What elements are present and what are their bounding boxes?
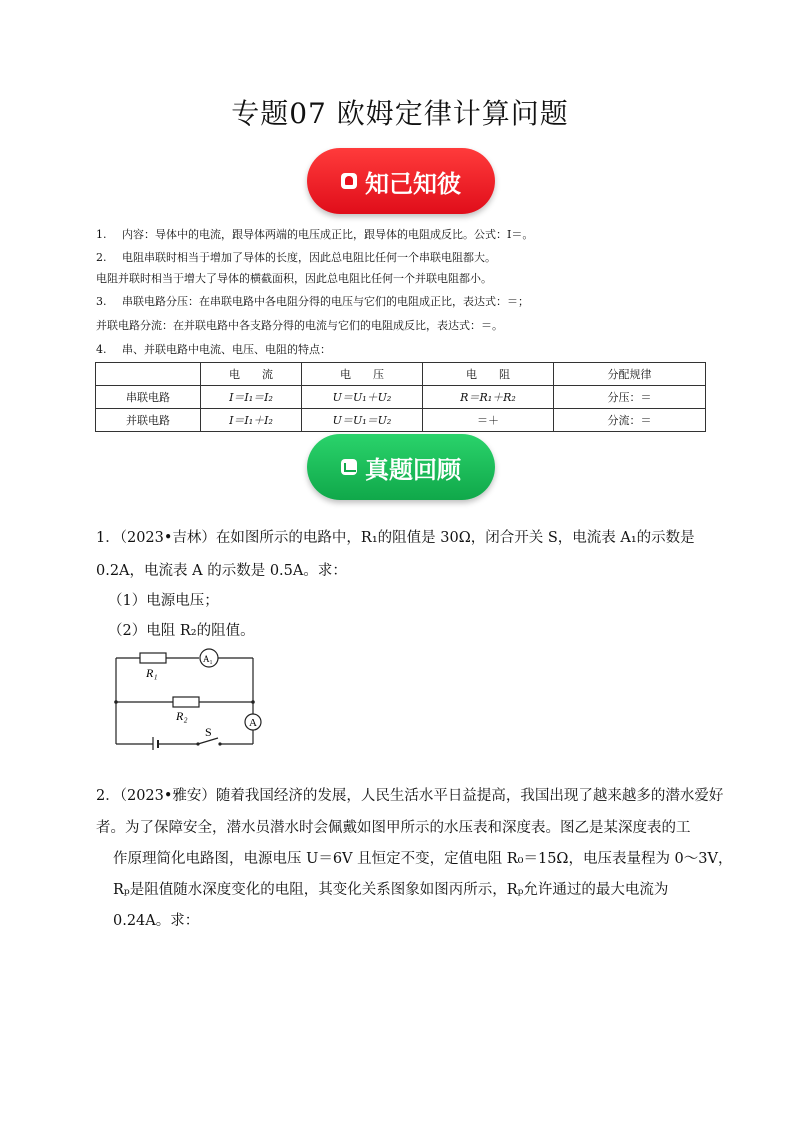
table-cell: U＝U₁＝U₂: [302, 409, 423, 432]
question-2-line: Rₚ是阻值随水深度变化的电阻，其变化关系图象如图丙所示，Rₚ允许通过的最大电流为: [113, 882, 669, 898]
table-cell: 串联电路: [96, 386, 201, 409]
table-cell: R＝R₁＋R₂: [423, 386, 554, 409]
question-2-line: 2．（2023•雅安）随着我国经济的发展，人民生活水平日益提高，我国出现了越来越多的潜水爱好: [96, 788, 724, 804]
page-title: 专题07 欧姆定律计算问题: [231, 97, 569, 130]
table-cell: ＝＋: [423, 409, 554, 432]
knowledge-point: 2. 电阻串联时相当于增加了导体的长度，因此总电阻比任何一个串联电阻都大。: [96, 251, 496, 264]
ammeter-a-label: A: [249, 717, 257, 729]
chart-icon: [341, 459, 357, 475]
table-row: [96, 409, 706, 432]
table-row: [96, 386, 706, 409]
banner-label: 知己知彼: [365, 169, 461, 198]
knowledge-point: 4. 串、并联电路中电流、电压、电阻的特点：: [96, 343, 331, 356]
banner-label: 真题回顾: [365, 455, 461, 484]
knowledge-point: 3. 串联电路分压：在串联电路中各电阻分得的电压与它们的电阻成正比，表达式：＝；: [96, 295, 529, 308]
knowledge-point: 1. 内容：导体中的电流，跟导体两端的电压成正比，跟导体的电阻成反比。公式：I＝。: [96, 228, 534, 241]
table-cell: U＝U₁＋U₂: [302, 386, 423, 409]
r2-label: R₂: [176, 709, 188, 723]
circuit-diagram: [110, 646, 270, 750]
section-banner-review: [307, 434, 495, 500]
question-1-line: 1．（2023•吉林）在如图所示的电路中，R₁的阻值是 30Ω，闭合开关 S，电流表 A₁的示数是: [96, 530, 695, 546]
question-1-sub: （1）电源电压；: [108, 593, 219, 609]
question-2-line: 作原理简化电路图，电源电压 U＝6V 且恒定不变，定值电阻 R₀＝15Ω，电压表量程为 0～3V，: [113, 851, 733, 867]
switch-label: S: [205, 725, 212, 739]
table-cell: 分压：＝: [554, 386, 706, 409]
table-header-cell: 电 阻: [423, 363, 554, 386]
table-header-cell: 电 流: [201, 363, 302, 386]
table-header-cell: [96, 363, 201, 386]
bookmark-icon: [341, 173, 357, 189]
table-header-cell: 分配规律: [554, 363, 706, 386]
table-header-cell: 电 压: [302, 363, 423, 386]
question-2-line: 0.24A。求：: [113, 913, 200, 929]
table-cell: 并联电路: [96, 409, 201, 432]
r1-label: R₁: [146, 666, 158, 680]
question-2-line: 者。为了保障安全，潜水员潜水时会佩戴如图甲所示的水压表和深度表。图乙是某深度表的工: [96, 820, 691, 836]
table-header-row: [96, 363, 706, 386]
knowledge-point: 并联电路分流：在并联电路中各支路分得的电流与它们的电阻成反比，表达式：＝。: [96, 319, 503, 332]
table-cell: I＝I₁＋I₂: [201, 409, 302, 432]
table-cell: 分流：＝: [554, 409, 706, 432]
circuit-characteristics-table: [95, 362, 706, 432]
ammeter-a1-label: A₁: [203, 654, 213, 664]
question-1-line: 0.2A，电流表 A 的示数是 0.5A。求：: [96, 563, 347, 579]
knowledge-point: 电阻并联时相当于增大了导体的横截面积，因此总电阻比任何一个并联电阻都小。: [96, 272, 492, 285]
table-cell: I＝I₁＝I₂: [201, 386, 302, 409]
section-banner-knowledge: [307, 148, 495, 214]
question-1-sub: （2）电阻 R₂的阻值。: [108, 623, 255, 639]
